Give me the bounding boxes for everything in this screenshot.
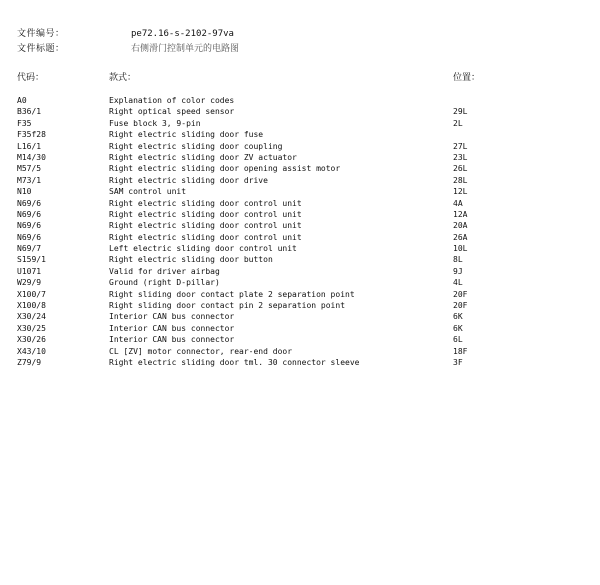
header-code: 代码： bbox=[17, 73, 45, 83]
row-code: L16/1 bbox=[17, 141, 42, 151]
row-position: 4L bbox=[453, 278, 463, 288]
table-row bbox=[17, 346, 587, 357]
row-description: Left electric sliding door control unit bbox=[109, 244, 297, 254]
row-position: 6L bbox=[453, 335, 463, 345]
row-description: Right electric sliding door drive bbox=[109, 175, 268, 185]
row-code: Z79/9 bbox=[17, 357, 42, 367]
table-row bbox=[17, 186, 587, 197]
row-code: X100/7 bbox=[17, 289, 46, 299]
row-description: Explanation of color codes bbox=[109, 96, 235, 105]
header-position: 位置： bbox=[453, 73, 481, 83]
doc-title-row bbox=[17, 42, 587, 57]
row-position: 26L bbox=[453, 164, 468, 174]
row-position: 6K bbox=[453, 323, 463, 333]
row-description: Interior CAN bus connector bbox=[109, 312, 235, 322]
table-row bbox=[17, 232, 587, 243]
row-description: Right electric sliding door control unit bbox=[109, 221, 302, 231]
row-code: N69/6 bbox=[17, 221, 42, 231]
row-position: 23L bbox=[453, 152, 468, 162]
table-row bbox=[17, 277, 587, 288]
row-description: Ground (right D-pillar) bbox=[109, 278, 220, 288]
row-description: Right electric sliding door opening assist motor bbox=[109, 164, 341, 174]
doc-number-row bbox=[17, 27, 587, 42]
table-row bbox=[17, 209, 587, 220]
row-code: M14/30 bbox=[17, 152, 46, 162]
row-description: Valid for driver airbag bbox=[109, 266, 220, 276]
table-row bbox=[17, 323, 587, 334]
row-description: Right electric sliding door control unit bbox=[109, 198, 302, 208]
table-row bbox=[17, 300, 587, 311]
row-code: X30/25 bbox=[17, 323, 46, 333]
doc-number-value: pe72.16-s-2102-97va bbox=[131, 29, 234, 39]
row-position: 20A bbox=[453, 221, 468, 231]
row-description: Right electric sliding door control unit bbox=[109, 209, 302, 219]
table-row bbox=[17, 311, 587, 322]
row-position: 4A bbox=[453, 198, 463, 208]
row-position: 6K bbox=[453, 312, 463, 322]
doc-title-label: 文件标题： bbox=[17, 44, 65, 54]
row-position: 2L bbox=[453, 118, 463, 128]
row-description: SAM control unit bbox=[109, 187, 187, 197]
row-code: S159/1 bbox=[17, 255, 46, 265]
row-position: 20F bbox=[453, 289, 468, 299]
row-position: 26A bbox=[453, 232, 468, 242]
row-position: 8L bbox=[453, 255, 463, 265]
row-description: Right electric sliding door button bbox=[109, 255, 273, 265]
row-code: M57/5 bbox=[17, 164, 42, 174]
row-code: F35f28 bbox=[17, 130, 46, 140]
row-description: CL [ZV] motor connector, rear-end door bbox=[109, 346, 293, 356]
row-code: M73/1 bbox=[17, 175, 42, 185]
row-position: 3F bbox=[453, 357, 463, 367]
table-row bbox=[17, 254, 587, 265]
table-header bbox=[17, 71, 587, 86]
document bbox=[17, 27, 587, 368]
row-position: 20F bbox=[453, 301, 468, 311]
doc-number-label: 文件编号： bbox=[17, 29, 65, 39]
table-row bbox=[17, 266, 587, 277]
table-row bbox=[17, 175, 587, 186]
row-description: Right sliding door contact pin 2 separation point bbox=[109, 301, 346, 311]
table-row bbox=[17, 334, 587, 345]
row-description: Interior CAN bus connector bbox=[109, 335, 235, 345]
row-description: Right electric sliding door coupling bbox=[109, 141, 283, 151]
table-row bbox=[17, 198, 587, 209]
row-code: X100/8 bbox=[17, 301, 46, 311]
row-description: Interior CAN bus connector bbox=[109, 323, 235, 333]
row-code: N69/6 bbox=[17, 232, 42, 242]
component-list bbox=[17, 95, 587, 368]
table-row bbox=[17, 289, 587, 300]
row-code: U1071 bbox=[17, 266, 42, 276]
doc-title-value: 右侧滑门控制单元的电路图 bbox=[131, 44, 240, 54]
row-code: N69/6 bbox=[17, 198, 42, 208]
row-position: 27L bbox=[453, 141, 468, 151]
row-description: Right electric sliding door control unit bbox=[109, 232, 302, 242]
row-position: 9J bbox=[453, 266, 463, 276]
row-description: Right optical speed sensor bbox=[109, 107, 235, 117]
row-description: Fuse block 3, 9-pin bbox=[109, 118, 201, 128]
row-code: N69/7 bbox=[17, 244, 42, 254]
header-description: 款式： bbox=[109, 73, 137, 83]
table-row bbox=[17, 220, 587, 231]
row-code: X43/10 bbox=[17, 346, 46, 356]
table-row bbox=[17, 163, 587, 174]
row-description: Right electric sliding door ZV actuator bbox=[109, 152, 297, 162]
row-position: 12A bbox=[453, 209, 468, 219]
table-row bbox=[17, 152, 587, 163]
table-row bbox=[17, 141, 587, 152]
table-row bbox=[17, 106, 587, 117]
row-code: N69/6 bbox=[17, 209, 42, 219]
table-row bbox=[17, 357, 587, 368]
row-code: W29/9 bbox=[17, 278, 42, 288]
row-description: Right electric sliding door fuse bbox=[109, 130, 264, 140]
row-position: 18F bbox=[453, 346, 468, 356]
row-code: F35 bbox=[17, 118, 32, 128]
table-row bbox=[17, 118, 587, 129]
row-code: A0 bbox=[17, 96, 27, 105]
table-row bbox=[17, 243, 587, 254]
row-position: 10L bbox=[453, 244, 468, 254]
row-position: 12L bbox=[453, 187, 468, 197]
row-position: 28L bbox=[453, 175, 468, 185]
row-code: X30/26 bbox=[17, 335, 46, 345]
row-description: Right sliding door contact plate 2 separation point bbox=[109, 289, 355, 299]
row-code: X30/24 bbox=[17, 312, 46, 322]
row-position: 29L bbox=[453, 107, 468, 117]
row-code: N10 bbox=[17, 187, 32, 197]
table-row bbox=[17, 129, 587, 140]
row-code: B36/1 bbox=[17, 107, 42, 117]
table-row bbox=[17, 95, 587, 106]
row-description: Right electric sliding door tml. 30 connector sleeve bbox=[109, 357, 360, 367]
